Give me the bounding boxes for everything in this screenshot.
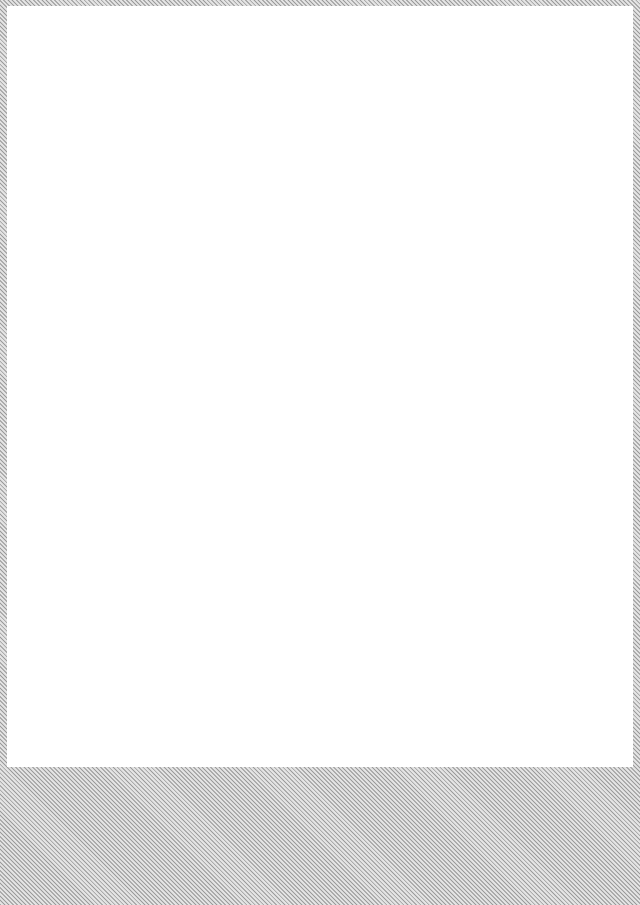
- document-page: [7, 6, 633, 767]
